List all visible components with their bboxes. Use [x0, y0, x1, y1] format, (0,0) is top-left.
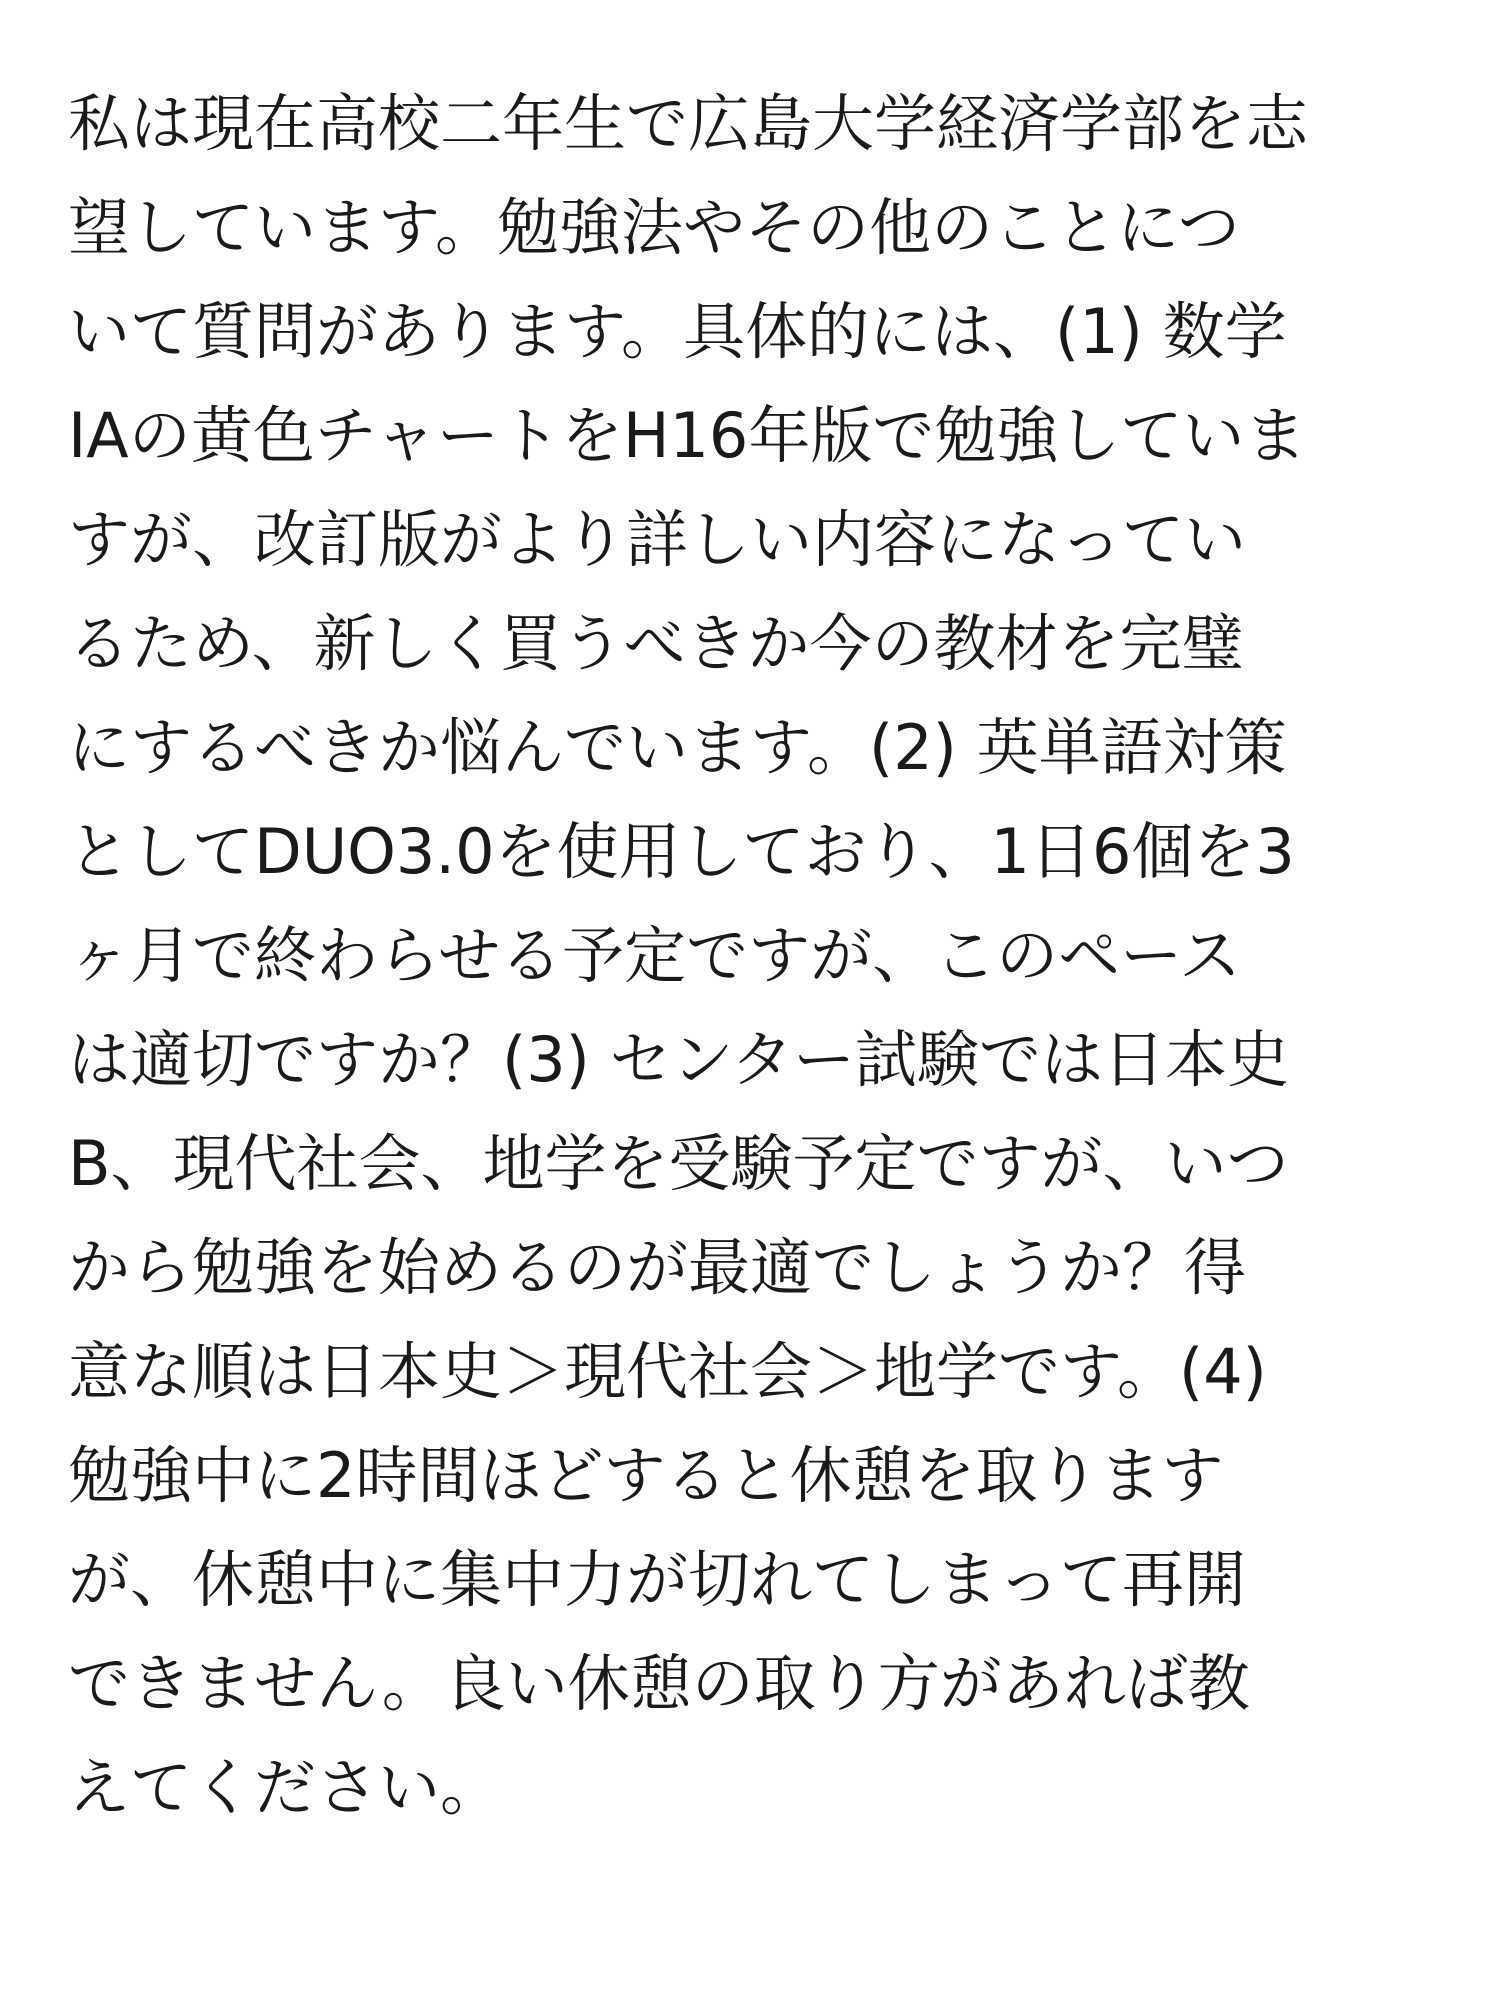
text-line: にするべきか悩んでいます。(2) 英単語対策 [68, 711, 1287, 784]
text-line: 私は現在高校二年生で広島大学経済学部を志 [68, 87, 1309, 160]
text-line: 勉強中に2時間ほどすると休憩を取ります [68, 1439, 1224, 1512]
text-line: ヶ月で終わらせる予定ですが、このペース [68, 919, 1242, 992]
text-line: いて質問があります。具体的には、(1) 数学 [68, 295, 1287, 368]
text-line: としてDUO3.0を使用しており、1日6個を3 [68, 815, 1295, 888]
question-text-block [68, 72, 1438, 1840]
text-line: IAの黄色チャートをH16年版で勉強していま [68, 399, 1307, 472]
text-line: すが、改訂版がより詳しい内容になってい [68, 503, 1247, 576]
text-line: るため、新しく買うべきか今の教材を完璧 [68, 607, 1244, 680]
text-line: から勉強を始めるのが最適でしょうか？得 [68, 1231, 1247, 1304]
text-line: えてください。 [68, 1751, 503, 1824]
text-line: 望しています。勉強法やその他のことにつ [68, 191, 1240, 264]
text-line: は適切ですか？(3) センター試験では日本史 [68, 1023, 1290, 1096]
text-line: B、現代社会、地学を受験予定ですが、いつ [68, 1127, 1289, 1200]
text-line: が、休憩中に集中力が切れてしまって再開 [68, 1543, 1247, 1616]
text-line: 意な順は日本史＞現代社会＞地学です。(4) [68, 1335, 1267, 1408]
text-line: できません。良い休憩の取り方があれば教 [68, 1647, 1250, 1720]
